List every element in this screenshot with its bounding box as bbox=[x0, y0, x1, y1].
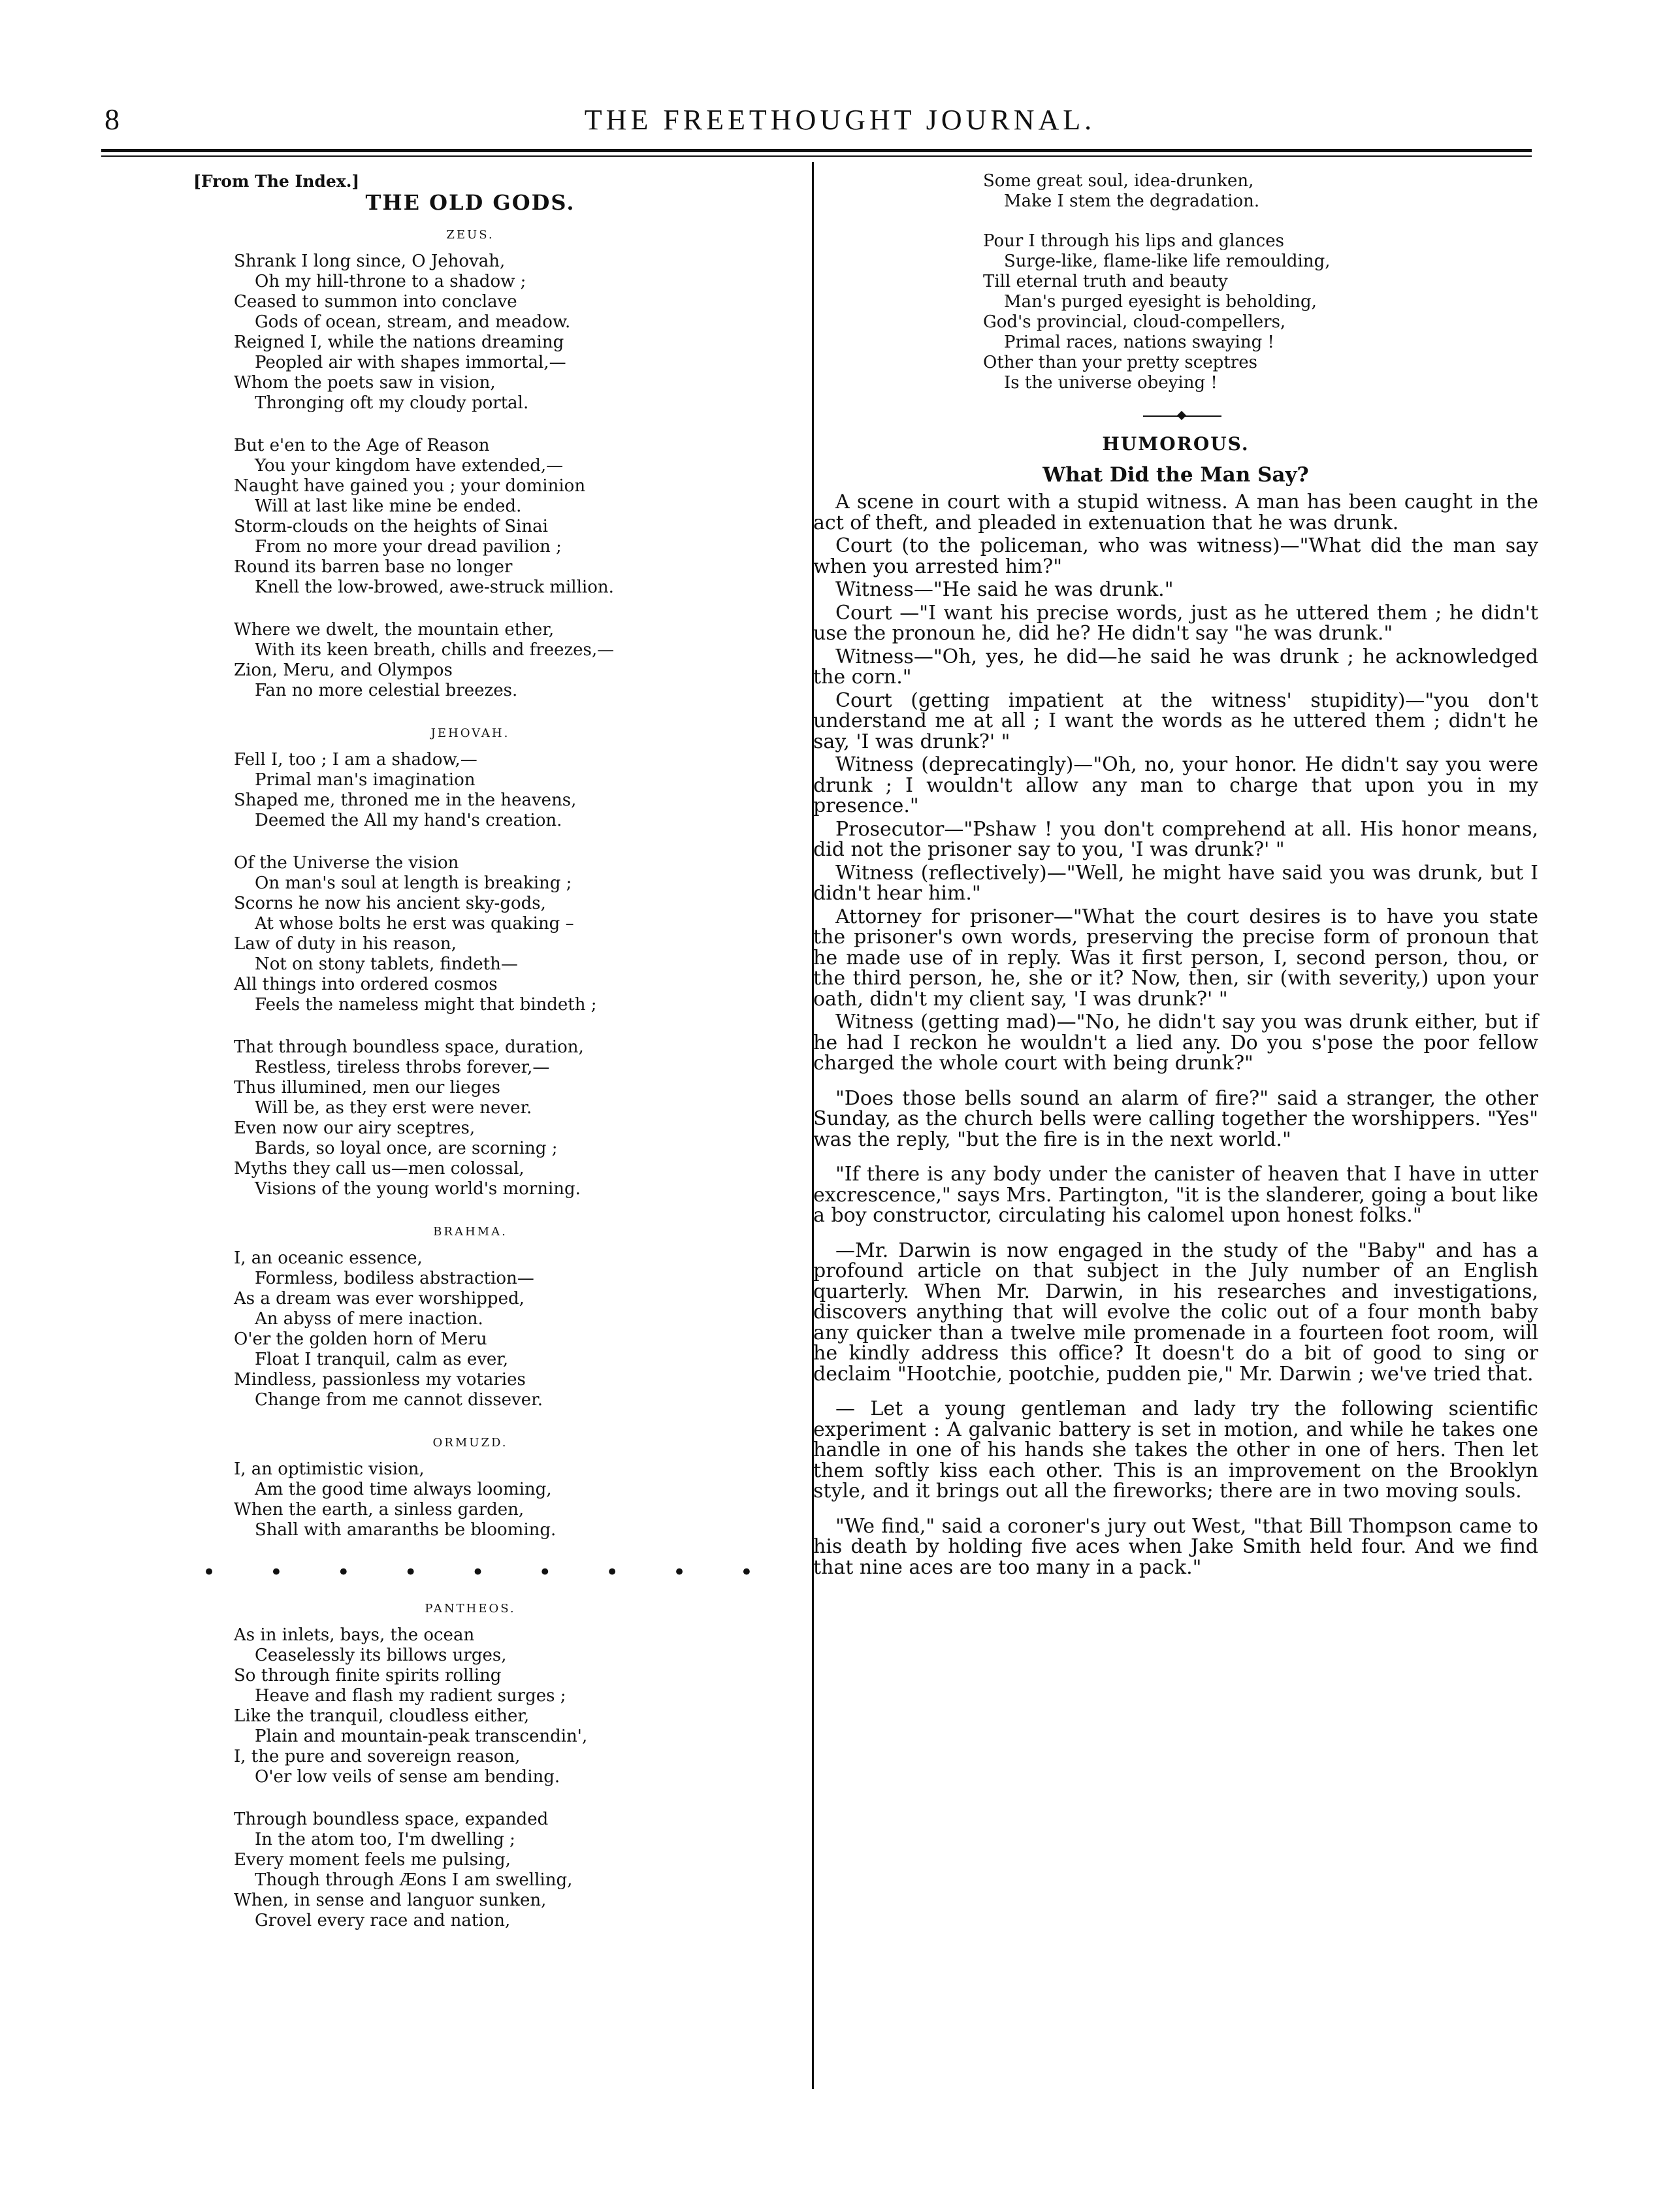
dialogue-paragraph: Court (getting impatient at the witness' stupidity)—"you don't understand me at all ; I want the words as he uttered them ; didn't he say, 'I was drunk?' " bbox=[813, 689, 1538, 753]
right-column bbox=[813, 171, 1538, 1580]
poem-line: Oh my hill-throne to a shadow ; bbox=[255, 272, 526, 291]
poem-line: Restless, tireless throbs forever,— bbox=[255, 1058, 550, 1077]
poem-line: Of the Universe the vision bbox=[234, 853, 459, 873]
article-dialogue bbox=[813, 492, 1538, 1074]
poem-line: When, in sense and languor sunken, bbox=[234, 1891, 547, 1910]
poem-line: Storm-clouds on the heights of Sinai bbox=[234, 517, 548, 536]
poem-line: Mindless, passionless my votaries bbox=[234, 1370, 526, 1389]
poem-line: On man's soul at length is breaking ; bbox=[255, 873, 572, 893]
poem-line: Visions of the young world's morning. bbox=[255, 1179, 581, 1199]
section-heading: BRAHMA. bbox=[433, 1225, 508, 1239]
article-title: What Did the Man Say? bbox=[1042, 463, 1309, 487]
humorous-item: "We find," said a coroner's jury out West, "that Bill Thompson came to his death by holding five aces when Jake Smith held four. And we find that nine aces are too many in a pack." bbox=[813, 1514, 1538, 1579]
poem-line: Even now our airy sceptres, bbox=[234, 1118, 476, 1138]
humorous-items bbox=[813, 1088, 1538, 1578]
section-heading-pantheos: PANTHEOS. bbox=[425, 1602, 516, 1616]
poem-line: Round its barren base no longer bbox=[234, 557, 513, 577]
poem-line: Float I tranquil, calm as ever, bbox=[255, 1350, 509, 1369]
poem-line: You your kingdom have extended,— bbox=[255, 456, 564, 476]
stanza bbox=[234, 620, 797, 701]
poem-line: God's provincial, cloud-compellers, bbox=[983, 312, 1286, 332]
stanza bbox=[234, 1248, 797, 1410]
poem-line: Peopled air with shapes immortal,— bbox=[255, 353, 566, 372]
stanza bbox=[234, 436, 797, 598]
section-ornament bbox=[1143, 415, 1221, 422]
poem-line: O'er the golden horn of Meru bbox=[234, 1329, 487, 1349]
humorous-item: —Mr. Darwin is now engaged in the study of the "Baby" and has a profound article on that subject in the July number of an English quarterly. When Mr. Darwin, in his researches and investigations, discovers anything that will evolve the colic out of a four month baby any quicker than a twelve mile promenade in a fourteen foot room, will he kindly address this office? It doesn't do a bit of good to sing or declaim "Hootchie, pootchie, pudden pie," Mr. Darwin ; we've tried that. bbox=[813, 1239, 1538, 1386]
humorous-item: "Does those bells sound an alarm of fire?" said a stranger, the other Sunday, as the church bells were calling together the worshippers. "Yes" was the reply, "but the fire is in the next world." bbox=[813, 1086, 1538, 1151]
poem-line: I, the pure and sovereign reason, bbox=[234, 1747, 521, 1766]
poem-line: Surge-like, flame-like life remoulding, bbox=[1004, 252, 1331, 271]
poem-line: As in inlets, bays, the ocean bbox=[234, 1625, 475, 1645]
poem-line: Naught have gained you ; your dominion bbox=[234, 476, 586, 496]
poem-line: Is the universe obeying ! bbox=[1004, 373, 1218, 393]
stanza bbox=[234, 252, 797, 414]
masthead: THE FREETHOUGHT JOURNAL. bbox=[584, 104, 1096, 136]
poem-line: Bards, so loyal once, are scorning ; bbox=[255, 1139, 558, 1158]
dialogue-paragraph: Court (to the policeman, who was witness)—"What did the man say when you arrested him?" bbox=[813, 534, 1538, 578]
section-heading: ORMUZD. bbox=[432, 1436, 508, 1450]
poem-line: In the atom too, I'm dwelling ; bbox=[255, 1830, 515, 1849]
poem-line: Am the good time always looming, bbox=[255, 1480, 552, 1499]
pantheos-stanzas bbox=[196, 1625, 797, 1931]
dialogue-paragraph: Witness—"He said he was drunk." bbox=[835, 578, 1174, 601]
dialogue-paragraph: A scene in court with a stupid witness. A man has been caught in the act of theft, and pleaded in extenuation that he was drunk. bbox=[813, 491, 1538, 534]
poem-line: Shaped me, throned me in the heavens, bbox=[234, 790, 577, 810]
stanza bbox=[234, 1459, 797, 1540]
stanza bbox=[234, 1810, 797, 1931]
header-rule-thin bbox=[101, 155, 1532, 157]
poem-line: Deemed the All my hand's creation. bbox=[255, 811, 562, 830]
poem-line: Through boundless space, expanded bbox=[234, 1810, 549, 1829]
poem-line: Grovel every race and nation, bbox=[255, 1911, 511, 1930]
poem-line: As a dream was ever worshipped, bbox=[234, 1289, 525, 1308]
poem-line: Plain and mountain-peak transcendin', bbox=[255, 1727, 588, 1746]
poem-line: So through finite spirits rolling bbox=[234, 1666, 502, 1685]
poem-line: Shall with amaranths be blooming. bbox=[255, 1520, 557, 1540]
dialogue-paragraph: Prosecutor—"Pshaw ! you don't comprehend at all. His honor means, did not the prisoner say to you, 'I was drunk?' " bbox=[813, 817, 1538, 861]
poem-line: I, an oceanic essence, bbox=[234, 1248, 423, 1268]
poem-line: Till eternal truth and beauty bbox=[983, 272, 1228, 291]
poem-line: Will be, as they erst were never. bbox=[255, 1098, 532, 1118]
dialogue-paragraph: Attorney for prisoner—"What the court desires is to have you state the prisoner's own words, preserving the precise form of pronoun that he made use of in reply. Was it first person, I, second person, thou, or the third person, he, she or it? Now, then, sir (with severity,) upon your oath, didn't my client say, 'I was drunk?' " bbox=[813, 905, 1538, 1011]
poem-line: Gods of ocean, stream, and meadow. bbox=[255, 312, 571, 332]
poem-line: That through boundless space, duration, bbox=[234, 1037, 584, 1057]
poem-line: Fell I, too ; I am a shadow,— bbox=[234, 750, 477, 770]
section-heading: JEHOVAH. bbox=[430, 726, 510, 740]
poem-line: Zion, Meru, and Olympos bbox=[234, 660, 453, 680]
humorous-item: — Let a young gentleman and lady try the following scientific experiment : A galvanic battery is set in motion, and while he takes one handle in one of his hands she takes the other in one of hers. Then let them softly kiss each other. This is an improvement on the Brooklyn style, and it brings out all the fireworks; there are in two moving souls. bbox=[813, 1397, 1538, 1503]
poem-line: With its keen breath, chills and freezes,— bbox=[255, 640, 615, 660]
poem-line: Ceased to summon into conclave bbox=[234, 292, 517, 312]
poem-line: Though through Æons I am swelling, bbox=[255, 1870, 573, 1890]
dialogue-paragraph: Witness—"Oh, yes, he did—he said he was drunk ; he acknowledged the corn." bbox=[813, 645, 1538, 689]
poem-line: Other than your pretty sceptres bbox=[983, 353, 1257, 372]
stanza bbox=[983, 171, 1538, 212]
poem-line: Heave and flash my radient surges ; bbox=[255, 1686, 566, 1706]
poem-line: I, an optimistic vision, bbox=[234, 1459, 425, 1479]
poem-line: Feels the nameless might that bindeth ; bbox=[255, 995, 597, 1015]
poem-line: Reigned I, while the nations dreaming bbox=[234, 333, 564, 352]
poem-line: Will at last like mine be ended. bbox=[255, 496, 522, 516]
poem-line: Shrank I long since, O Jehovah, bbox=[234, 252, 506, 271]
poem-line: Some great soul, idea-drunken, bbox=[983, 171, 1254, 191]
humorous-item: "If there is any body under the canister of heaven that I have in utter excrescence," says Mrs. Partington, "it is the slanderer, going a bout like a boy constructor, circulating his calomel upon honest folks." bbox=[813, 1163, 1538, 1227]
poem-line: But e'en to the Age of Reason bbox=[234, 436, 490, 455]
poem-line: Every moment feels me pulsing, bbox=[234, 1850, 511, 1870]
poem-line: Not on stony tablets, findeth— bbox=[255, 954, 518, 974]
poem-line: Myths they call us—men colossal, bbox=[234, 1159, 525, 1178]
poem-line: Formless, bodiless abstraction— bbox=[255, 1269, 534, 1288]
dialogue-paragraph: Witness (deprecatingly)—"Oh, no, your honor. He didn't say you were drunk ; I wouldn't allow any man to charge that upon you in my presence." bbox=[813, 753, 1538, 817]
poem-line: Pour I through his lips and glances bbox=[983, 231, 1284, 251]
poem-line: O'er low veils of sense am bending. bbox=[255, 1767, 560, 1787]
poem-sections bbox=[196, 225, 797, 1540]
dialogue-paragraph: Court —"I want his precise words, just as he uttered them ; he didn't use the pronoun he, did he? He didn't say "he was drunk." bbox=[813, 601, 1538, 645]
left-column bbox=[193, 171, 797, 1953]
dialogue-paragraph: Witness (getting mad)—"No, he didn't say you was drunk either, but if he had I reckon he wouldn't a lied any. Do you s'pose the poor fellow charged the whole court with being drunk?" bbox=[813, 1011, 1538, 1075]
poem-line: When the earth, a sinless garden, bbox=[234, 1500, 525, 1519]
poem-continuation bbox=[983, 171, 1538, 393]
poem-line: All things into ordered cosmos bbox=[234, 975, 498, 994]
poem-line: Primal man's imagination bbox=[255, 770, 476, 790]
stanza bbox=[234, 853, 797, 1015]
poem-line: Make I stem the degradation. bbox=[1004, 191, 1260, 211]
dialogue-paragraph: Witness (reflectively)—"Well, he might have said you was drunk, but I didn't hear him." bbox=[813, 861, 1538, 905]
poem-line: Thronging oft my cloudy portal. bbox=[255, 393, 529, 413]
ornament-dots: • • • • • • • • • bbox=[202, 1559, 777, 1585]
poem-line: Primal races, nations swaying ! bbox=[1004, 333, 1274, 352]
source-note: [From The Index.] bbox=[193, 172, 360, 191]
poem-line: Ceaselessly its billows urges, bbox=[255, 1646, 507, 1665]
header-rule bbox=[101, 149, 1532, 152]
poem-line: An abyss of mere inaction. bbox=[255, 1309, 483, 1329]
stanza bbox=[234, 750, 797, 831]
poem-line: Knell the low-browed, awe-struck million. bbox=[255, 577, 614, 597]
poem-line: Whom the poets saw in vision, bbox=[234, 373, 496, 393]
poem-line: Scorns he now his ancient sky-gods, bbox=[234, 894, 546, 913]
section-heading: ZEUS. bbox=[446, 228, 494, 242]
stanza bbox=[983, 231, 1538, 393]
stanza bbox=[234, 1625, 797, 1787]
poem-line: Fan no more celestial breezes. bbox=[255, 681, 518, 700]
poem-line: Where we dwelt, the mountain ether, bbox=[234, 620, 555, 640]
poem-line: At whose bolts he erst was quaking – bbox=[255, 914, 574, 934]
stanza bbox=[234, 1037, 797, 1199]
poem-line: Change from me cannot dissever. bbox=[255, 1390, 543, 1410]
section-heading-humorous: HUMOROUS. bbox=[1102, 433, 1250, 455]
poem-line: Like the tranquil, cloudless either, bbox=[234, 1706, 530, 1726]
poem-line: Law of duty in his reason, bbox=[234, 934, 457, 954]
page-number: 8 bbox=[105, 103, 120, 136]
poem-line: Man's purged eyesight is beholding, bbox=[1004, 292, 1317, 312]
poem-line: Thus illumined, men our lieges bbox=[234, 1078, 500, 1097]
poem-line: From no more your dread pavilion ; bbox=[255, 537, 562, 557]
poem-title: THE OLD GODS. bbox=[365, 190, 575, 215]
